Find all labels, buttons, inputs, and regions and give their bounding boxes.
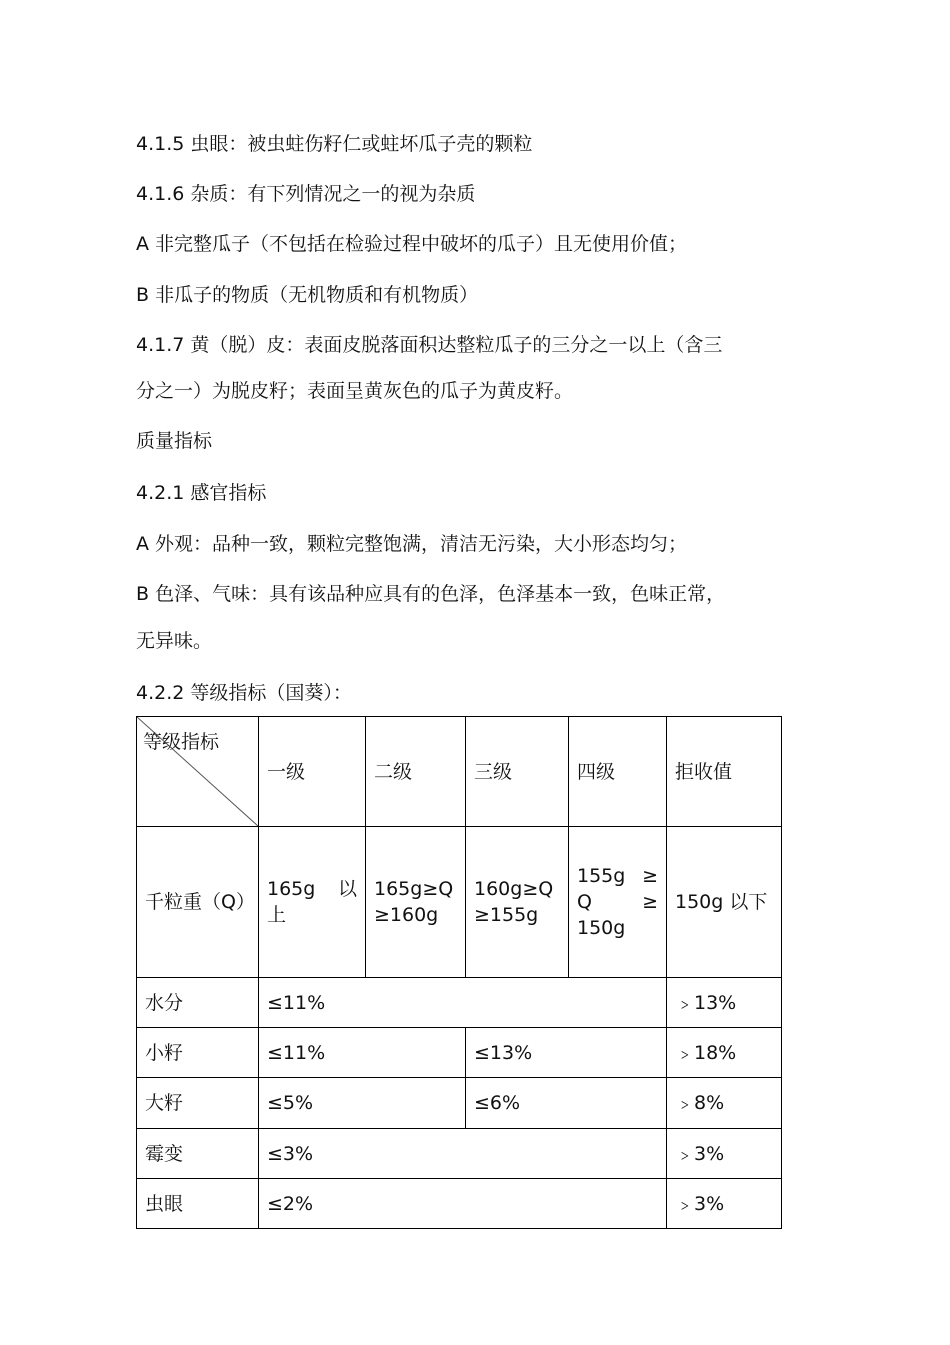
insect-reject: ﹥3% — [667, 1179, 782, 1229]
header-reject: 拒收值 — [667, 717, 782, 827]
small-seed-value-1: ≤11% — [259, 1028, 466, 1078]
heading-4-2-1: 4.2.1 感官指标 — [136, 482, 267, 504]
paragraph-appearance: A 外观：品种一致，颗粒完整饱满，清洁无污染，大小形态均匀； — [136, 533, 688, 555]
paragraph-impurity-b: B 非瓜子的物质（无机物质和有机物质） — [136, 284, 479, 306]
row-label-small-seed: 小籽 — [137, 1028, 259, 1078]
heading-quality-index: 质量指标 — [136, 430, 213, 452]
header-grade-4: 四级 — [569, 717, 667, 827]
weight-grade-1-line1 — [267, 876, 365, 902]
weight-reject: 150g 以下 — [667, 827, 782, 978]
moisture-reject: ﹥13% — [667, 978, 782, 1028]
weight-grade-2 — [366, 827, 466, 978]
row-label-insect: 虫眼 — [137, 1179, 259, 1229]
large-seed-value-2: ≤6% — [466, 1078, 667, 1129]
weight-grade-2-line2: ≥160g — [374, 904, 439, 926]
table-row-insect — [137, 1179, 782, 1229]
row-label-moisture: 水分 — [137, 978, 259, 1028]
table-row-small-seed — [137, 1028, 782, 1078]
weight-grade-2-line1: 165g≥Q — [374, 878, 454, 900]
row-label-large-seed: 大籽 — [137, 1078, 259, 1129]
paragraph-4-1-6: 4.1.6 杂质：有下列情况之一的视为杂质 — [136, 183, 476, 205]
large-seed-value-1: ≤5% — [259, 1078, 466, 1129]
header-grade-1: 一级 — [259, 717, 366, 827]
paragraph-4-1-5: 4.1.5 虫眼：被虫蛀伤籽仁或蛀坏瓜子壳的颗粒 — [136, 133, 533, 155]
table-row-large-seed — [137, 1078, 782, 1129]
paragraph-4-1-7: 4.1.7 黄（脱）皮：表面皮脱落面积达整粒瓜子的三分之一以上（含三 — [136, 334, 723, 356]
paragraph-4-1-7-cont: 分之一）为脱皮籽；表面呈黄灰色的瓜子为黄皮籽。 — [136, 380, 574, 402]
table-row-weight — [137, 827, 782, 978]
weight-grade-4 — [569, 827, 667, 978]
weight-grade-4-line1 — [577, 863, 666, 889]
table-header-row — [137, 717, 782, 827]
mold-reject: ﹥3% — [667, 1129, 782, 1179]
corner-label: 等级指标 — [143, 731, 220, 753]
table-row-moisture — [137, 978, 782, 1028]
row-label-mold: 霉变 — [137, 1129, 259, 1179]
paragraph-impurity-a: A 非完整瓜子（不包括在检验过程中破坏的瓜子）且无使用价值； — [136, 233, 688, 255]
weight-grade-4-value-b: 150g — [577, 917, 626, 939]
weight-grade-4-line2 — [577, 889, 666, 915]
table-row-mold — [137, 1129, 782, 1179]
grade-table — [136, 716, 782, 1229]
small-seed-reject: ﹥18% — [667, 1028, 782, 1078]
weight-grade-4-value-a: 155g — [577, 865, 626, 887]
weight-grade-4-op-a: ≥ — [642, 865, 658, 887]
insect-value: ≤2% — [259, 1179, 667, 1229]
header-grade-3: 三级 — [466, 717, 569, 827]
weight-grade-4-q: Q — [577, 891, 592, 913]
weight-grade-3-line2: ≥155g — [474, 904, 539, 926]
row-label-weight: 千粒重（Q） — [137, 827, 259, 978]
small-seed-value-2: ≤13% — [466, 1028, 667, 1078]
weight-grade-3 — [466, 827, 569, 978]
header-grade-2: 二级 — [366, 717, 466, 827]
corner-header-cell — [137, 717, 259, 827]
paragraph-color-odor-cont: 无异味。 — [136, 630, 213, 652]
large-seed-reject: ﹥8% — [667, 1078, 782, 1129]
heading-4-2-2: 4.2.2 等级指标（国葵）： — [136, 682, 352, 704]
paragraph-color-odor: B 色泽、气味：具有该品种应具有的色泽，色泽基本一致，色味正常， — [136, 583, 726, 605]
mold-value: ≤3% — [259, 1129, 667, 1179]
weight-grade-1 — [259, 827, 366, 978]
weight-grade-1-word: 以 — [337, 878, 357, 900]
weight-grade-3-line1: 160g≥Q — [474, 878, 554, 900]
weight-grade-1-line2: 上 — [267, 904, 287, 926]
weight-grade-1-value: 165g — [267, 878, 316, 900]
weight-grade-4-op-b: ≥ — [642, 891, 658, 913]
moisture-value: ≤11% — [259, 978, 667, 1028]
